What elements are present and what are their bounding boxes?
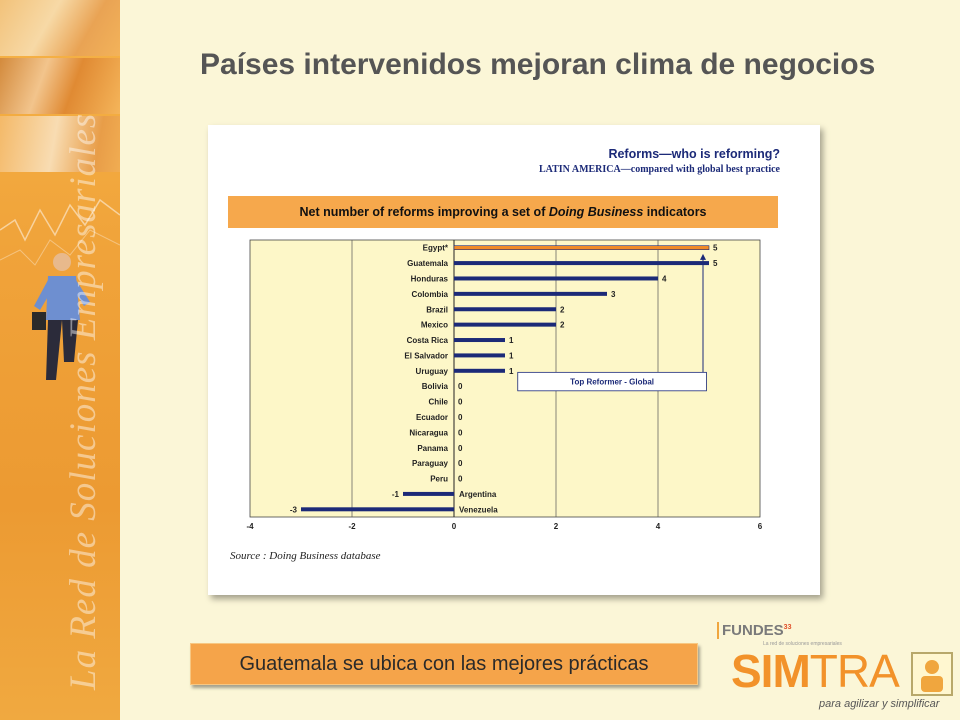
annotation-label: Top Reformer - Global: [570, 377, 655, 387]
category-label: Chile: [428, 397, 448, 407]
band-prefix: Net number of reforms improving a set of: [299, 205, 549, 219]
chart-title: Reforms—who is reforming?: [608, 147, 780, 161]
fundes-logo-text: [717, 622, 791, 639]
bar: [454, 338, 505, 342]
value-label: 1: [509, 336, 514, 346]
value-label: 0: [458, 412, 463, 422]
value-label: 2: [560, 305, 565, 315]
bar: [301, 507, 454, 511]
bottom-caption: Guatemala se ubica con las mejores prácticas: [190, 643, 698, 685]
x-tick-label: 0: [451, 522, 457, 531]
bar: [454, 307, 556, 311]
category-label: Uruguay: [415, 366, 448, 376]
category-label: Honduras: [410, 274, 448, 284]
value-label: 0: [458, 382, 463, 392]
category-label: Ecuador: [415, 412, 448, 422]
bar: [454, 369, 505, 373]
value-label: -3: [289, 505, 297, 515]
x-tick-label: 2: [553, 522, 559, 531]
simtra-bold: SIM: [731, 645, 810, 697]
category-label: Paraguay: [411, 459, 448, 469]
value-label: 1: [509, 351, 514, 361]
category-label: Mexico: [420, 320, 448, 330]
bar: [454, 292, 607, 296]
value-label: 0: [458, 474, 463, 484]
simtra-wordmark: [731, 644, 899, 698]
value-label: 5: [713, 259, 718, 269]
value-label: 0: [458, 428, 463, 438]
value-label: 3: [611, 289, 616, 299]
category-label: Egypt*: [422, 243, 448, 253]
category-label: Argentina: [459, 489, 497, 499]
fundes-sup: 33: [783, 624, 792, 631]
category-label: El Salvador: [404, 351, 448, 361]
category-label: Venezuela: [459, 505, 498, 515]
bar: [454, 323, 556, 327]
side-slogan: La Red de Soluciones Empresariales: [63, 112, 104, 690]
x-tick-label: -2: [348, 522, 356, 531]
category-label: Brazil: [426, 305, 448, 315]
category-label: Panama: [417, 443, 448, 453]
person-icon: [911, 652, 953, 696]
simtra-light: TRA: [809, 645, 899, 697]
fundes-small-text: La red de soluciones empresariales: [763, 641, 842, 647]
value-label: -1: [391, 489, 399, 499]
band-suffix: indicators: [643, 205, 707, 219]
category-label: Guatemala: [407, 259, 448, 269]
category-label: Peru: [430, 474, 448, 484]
category-label: Nicaragua: [409, 428, 448, 438]
value-label: 0: [458, 397, 463, 407]
fundes-name: FUNDES: [722, 622, 784, 639]
face-photo-2: [0, 58, 120, 114]
face-photo-1: [0, 0, 120, 56]
chart-source: Source : Doing Business database: [230, 550, 381, 562]
x-tick-label: -4: [246, 522, 254, 531]
simtra-logo: [715, 622, 955, 714]
category-label: Bolivia: [421, 382, 448, 392]
category-label: Colombia: [411, 289, 448, 299]
left-decor-strip: [0, 0, 120, 720]
x-tick-label: 4: [655, 522, 661, 531]
page-title: Países intervenidos mejoran clima de negocios: [200, 48, 876, 81]
bar: [454, 353, 505, 357]
value-label: 0: [458, 443, 463, 453]
band-italic: Doing Business: [548, 205, 644, 219]
chart-card: [208, 125, 820, 595]
bar: [454, 276, 658, 280]
value-label: 5: [713, 243, 718, 253]
chart-subtitle-rest: —compared with global best practice: [620, 164, 780, 175]
value-label: 2: [560, 320, 565, 330]
bar: [403, 492, 454, 496]
bar-chart: [208, 125, 820, 545]
value-label: 1: [509, 366, 514, 376]
bar: [454, 246, 709, 250]
category-label: Costa Rica: [406, 336, 448, 346]
value-label: 0: [458, 459, 463, 469]
value-label: 4: [662, 274, 667, 284]
bar: [454, 261, 709, 265]
chart-subtitle-region: LATIN AMERICA: [538, 164, 621, 175]
x-tick-label: 6: [757, 522, 763, 531]
simtra-tagline: para agilizar y simplificar: [819, 698, 940, 710]
